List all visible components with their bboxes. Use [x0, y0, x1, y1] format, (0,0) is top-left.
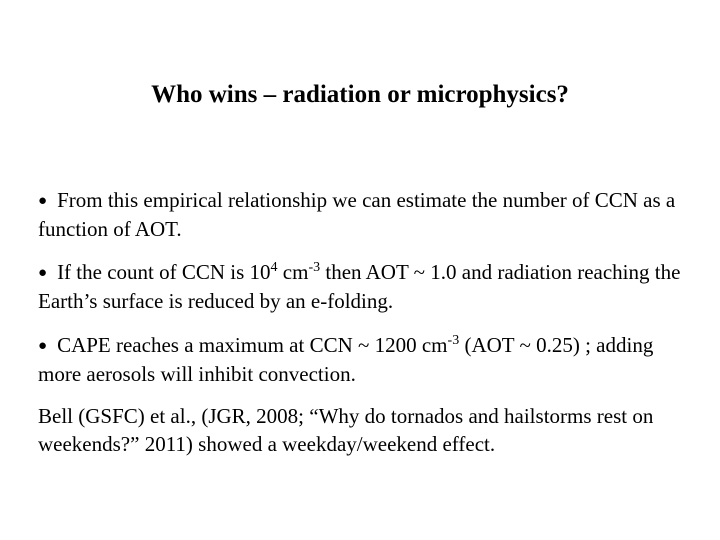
bullet-dot-icon: ● — [38, 338, 48, 354]
bullet-3-text-a: CAPE reaches a maximum at CCN ~ 1200 cm — [57, 333, 448, 357]
bullet-2-text-a: If the count of CCN is 10 — [57, 260, 271, 284]
closing-paragraph: Bell (GSFC) et al., (JGR, 2008; “Why do tornados and hailstorms rest on weekends?” 2011) showed a weekday/weekend effect. — [38, 404, 654, 456]
bullet-1-text: From this empirical relationship we can estimate the number of CCN as a function of AOT. — [38, 188, 676, 241]
bullet-2-text-c: then AOT ~ 1.0 and radiation reaching the Earth’s surface is reduced by an e-folding. — [38, 260, 681, 313]
slide-title: Who wins – radiation or microphysics? — [151, 81, 569, 108]
bullet-item-1 — [38, 186, 688, 243]
bullet-3-text-b: (AOT ~ 0.25) ; adding more aerosols will inhibit convection. — [38, 333, 654, 386]
bullet-2-superscript-a: 4 — [270, 260, 278, 275]
bullet-item-3 — [38, 331, 688, 388]
bullet-2-text-b: cm — [277, 260, 309, 284]
bullet-item-2 — [38, 258, 688, 315]
bullet-3-superscript-a: -3 — [447, 333, 460, 348]
bullet-2-superscript-b: -3 — [308, 260, 321, 275]
bullet-dot-icon: ● — [38, 265, 48, 281]
bullet-dot-icon: ● — [38, 193, 48, 209]
